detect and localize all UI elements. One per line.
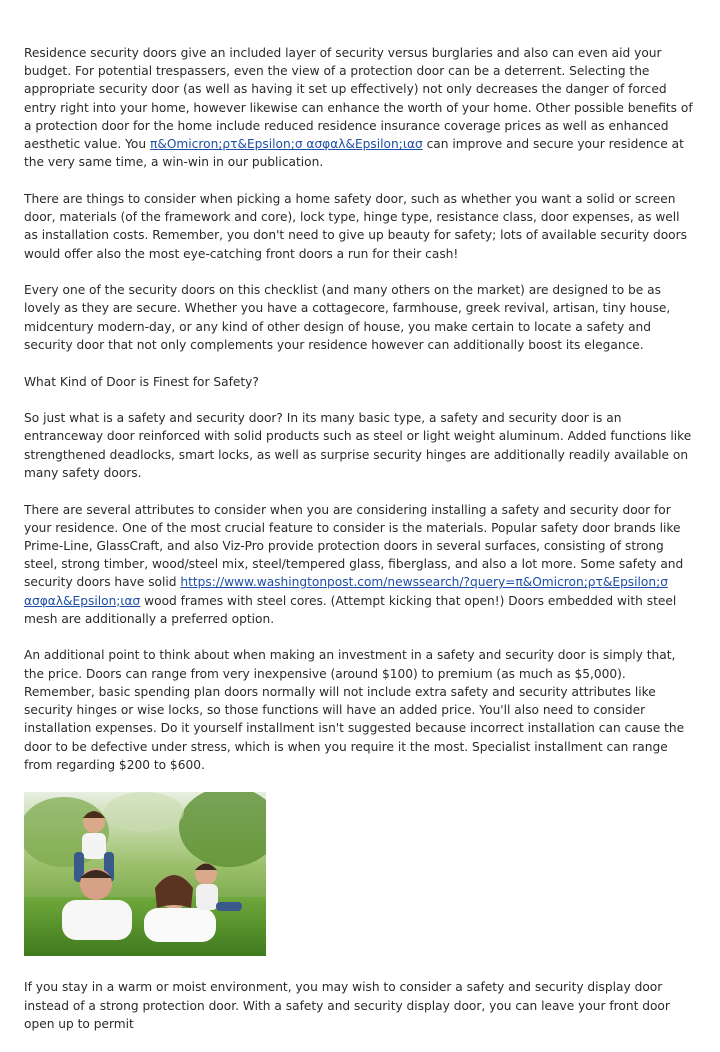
paragraph-materials-text: There are several attributes to consider when you are considering installing a safety and security door for your residence. One of the most crucial feature to consider is the materials. Popular safety door brands like Prime-Line, GlassCraft, and also Viz-Pro provide protection doors in several surfaces, consisting of strong steel, strong timber, wood/steel mix, steel/tempered glass, fiberglass, and also a lot more. Some safety and security doors have solid [24,502,684,590]
paragraph-screen-door: If you stay in a warm or moist environment, you may wish to consider a safety and security display door instead of a strong protection door. With a safety and security display door, you can leave your front door open up to permit [24,980,670,1031]
paragraph-considerations: There are things to consider when picking a home safety door, such as whether you want a solid or screen door, materials (of the framework and core), lock type, hinge type, resistance class, door expenses, as well as installation costs. Remember, you don't need to give up beauty for safety; lots of available security doors would offer also the most eye-catching front doors a run for their cash! [24,191,687,261]
paragraph-intro [24,44,696,171]
paragraph-intro-after: can improve and secure your residence at the very same time, a win-win in our publication. [24,137,684,170]
paragraph-price: An additional point to think about when making an investment in a safety and security door is simply that, the price. Doors can range from very inexpensive (around $100) to premium (as much as $5,000). Remember, basic spending plan doors normally will not include extra safety and security attributes like security hinges or wise locks, so those functions will have an added price. You'll also need to consider installation expenses. Do it yourself installment isn't suggested because incorrect installation can cause the door to be defective under stress, which is when you require it the most. Specialist installment can range from regarding $200 to $600. [24,648,685,772]
washingtonpost-search-link[interactable]: https://www.washingtonpost.com/newssearch/?query=π&Omicron;ρτ&Epsilon;σ ασφαλ&Epsilon;ιασ [24,575,668,608]
paragraph-materials-after: wood frames with steel cores. (Attempt kicking that open!) Doors embedded with steel mesh are additionally a preferred option. [24,593,677,626]
greek-keyword-link[interactable]: π&Omicron;ρτ&Epsilon;σ ασφαλ&Epsilon;ιασ [149,137,423,152]
paragraph-intro-text: Residence security doors give an included layer of security versus burglaries and also can even aid your budget. For potential trespassers, even the view of a protection door can be a deterrent. Selecting the appropriate security door (as well as having it set up effectively) not only decreases the danger of forced entry right into your home, however likewise can enhance the worth of your home. Other possible benefits of a protection door for the home include reduced residence insurance coverage prices as well as enhanced aesthetic value. You [24,46,693,152]
paragraph-definition: So just what is a safety and security door? In its many basic type, a safety and security door is an entranceway door reinforced with solid products such as steel or light weight aluminum. Added functions like strengthened deadlocks, smart locks, as well as surprise security hinges are additionally readily available on many safety doors. [24,411,692,480]
family-photo [24,792,266,956]
section-heading: What Kind of Door is Finest for Safety? [24,374,259,389]
paragraph-design: Every one of the security doors on this checklist (and many others on the market) are designed to be as lovely as they are secure. Whether you have a cottagecore, farmhouse, greek revival, artisan, tiny house, midcentury modern-day, or any kind of other design of house, you make certain to locate a safety and security door that not only complements your residence however can additionally boost its elegance. [24,283,671,352]
article-body [24,44,696,1052]
paragraph-materials [24,501,696,628]
